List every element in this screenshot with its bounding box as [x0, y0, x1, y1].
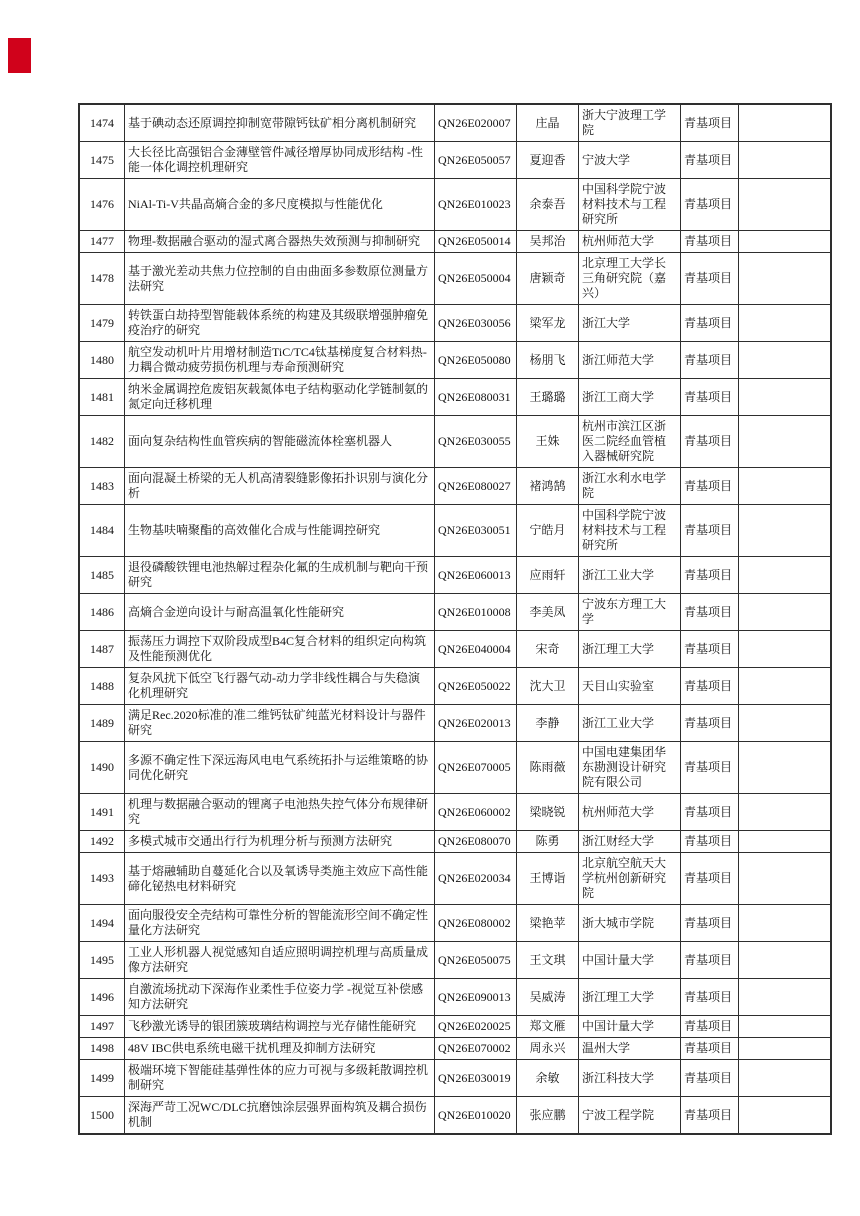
person-name-cell: 吴邦治 — [517, 231, 579, 253]
note-cell — [739, 1097, 832, 1135]
project-title-cell: 纳米金属调控危废铝灰载氮体电子结构驱动化学链制氨的氮定向迁移机理 — [125, 379, 435, 416]
project-title-cell: 满足Rec.2020标准的准二维钙钛矿纯蓝光材料设计与器件研究 — [125, 705, 435, 742]
table-row — [79, 631, 831, 668]
project-code-cell: QN26E030051 — [435, 505, 517, 557]
institution-cell: 浙江理工大学 — [579, 631, 681, 668]
row-number-cell: 1474 — [79, 104, 125, 142]
institution-cell: 中国科学院宁波材料技术与工程研究所 — [579, 179, 681, 231]
institution-cell: 宁波大学 — [579, 142, 681, 179]
project-title-cell: 高熵合金逆向设计与耐高温氧化性能研究 — [125, 594, 435, 631]
project-code-cell: QN26E020013 — [435, 705, 517, 742]
row-number-cell: 1484 — [79, 505, 125, 557]
table-row — [79, 705, 831, 742]
project-code-cell: QN26E030055 — [435, 416, 517, 468]
row-number-cell: 1481 — [79, 379, 125, 416]
table-row — [79, 794, 831, 831]
table-row — [79, 1038, 831, 1060]
table-row — [79, 742, 831, 794]
person-name-cell: 王博诣 — [517, 853, 579, 905]
project-type-cell: 青基项目 — [681, 557, 739, 594]
project-title-cell: 基于激光差动共焦力位控制的自由曲面多参数原位测量方法研究 — [125, 253, 435, 305]
table-row — [79, 179, 831, 231]
person-name-cell: 宋奇 — [517, 631, 579, 668]
project-code-cell: QN26E050004 — [435, 253, 517, 305]
institution-cell: 浙江工商大学 — [579, 379, 681, 416]
project-title-cell: 面向服役安全壳结构可靠性分析的智能流形空间不确定性量化方法研究 — [125, 905, 435, 942]
project-title-cell: 退役磷酸铁锂电池热解过程杂化氟的生成机制与靶向干预研究 — [125, 557, 435, 594]
institution-cell: 北京理工大学长三角研究院（嘉兴） — [579, 253, 681, 305]
project-type-cell: 青基项目 — [681, 179, 739, 231]
table-row — [79, 831, 831, 853]
row-number-cell: 1500 — [79, 1097, 125, 1135]
note-cell — [739, 179, 832, 231]
institution-cell: 中国计量大学 — [579, 1016, 681, 1038]
project-type-cell: 青基项目 — [681, 231, 739, 253]
row-number-cell: 1496 — [79, 979, 125, 1016]
project-code-cell: QN26E010020 — [435, 1097, 517, 1135]
project-code-cell: QN26E090013 — [435, 979, 517, 1016]
project-title-cell: 多源不确定性下深远海风电电气系统拓扑与运维策略的协同优化研究 — [125, 742, 435, 794]
institution-cell: 杭州师范大学 — [579, 231, 681, 253]
note-cell — [739, 468, 832, 505]
note-cell — [739, 631, 832, 668]
row-number-cell: 1476 — [79, 179, 125, 231]
row-number-cell: 1495 — [79, 942, 125, 979]
row-number-cell: 1485 — [79, 557, 125, 594]
person-name-cell: 郑文雁 — [517, 1016, 579, 1038]
project-code-cell: QN26E010008 — [435, 594, 517, 631]
project-code-cell: QN26E020034 — [435, 853, 517, 905]
project-type-cell: 青基项目 — [681, 905, 739, 942]
red-annotation-marker — [8, 38, 31, 73]
project-code-cell: QN26E060002 — [435, 794, 517, 831]
note-cell — [739, 942, 832, 979]
project-title-cell: 生物基呋喃聚酯的高效催化合成与性能调控研究 — [125, 505, 435, 557]
row-number-cell: 1475 — [79, 142, 125, 179]
note-cell — [739, 142, 832, 179]
person-name-cell: 梁晓锐 — [517, 794, 579, 831]
person-name-cell: 王文琪 — [517, 942, 579, 979]
note-cell — [739, 853, 832, 905]
person-name-cell: 褚鸿鹄 — [517, 468, 579, 505]
institution-cell: 浙江水利水电学院 — [579, 468, 681, 505]
project-code-cell: QN26E010023 — [435, 179, 517, 231]
project-type-cell: 青基项目 — [681, 253, 739, 305]
person-name-cell: 王璐璐 — [517, 379, 579, 416]
person-name-cell: 吴威涛 — [517, 979, 579, 1016]
project-code-cell: QN26E030056 — [435, 305, 517, 342]
note-cell — [739, 905, 832, 942]
note-cell — [739, 104, 832, 142]
projects-table — [78, 103, 832, 1135]
project-code-cell: QN26E080027 — [435, 468, 517, 505]
note-cell — [739, 594, 832, 631]
note-cell — [739, 794, 832, 831]
project-type-cell: 青基项目 — [681, 631, 739, 668]
row-number-cell: 1480 — [79, 342, 125, 379]
institution-cell: 中国电建集团华东勘测设计研究院有限公司 — [579, 742, 681, 794]
note-cell — [739, 1038, 832, 1060]
project-type-cell: 青基项目 — [681, 1097, 739, 1135]
person-name-cell: 梁艳苹 — [517, 905, 579, 942]
project-title-cell: 多模式城市交通出行行为机理分析与预测方法研究 — [125, 831, 435, 853]
note-cell — [739, 705, 832, 742]
person-name-cell: 陈雨薇 — [517, 742, 579, 794]
project-code-cell: QN26E040004 — [435, 631, 517, 668]
project-type-cell: 青基项目 — [681, 1038, 739, 1060]
note-cell — [739, 557, 832, 594]
project-type-cell: 青基项目 — [681, 831, 739, 853]
project-title-cell: 物理-数据融合驱动的湿式离合器热失效预测与抑制研究 — [125, 231, 435, 253]
table-row — [79, 305, 831, 342]
project-type-cell: 青基项目 — [681, 1016, 739, 1038]
person-name-cell: 李美凤 — [517, 594, 579, 631]
person-name-cell: 张应鹏 — [517, 1097, 579, 1135]
project-title-cell: 飞秒激光诱导的银团簇玻璃结构调控与光存储性能研究 — [125, 1016, 435, 1038]
row-number-cell: 1498 — [79, 1038, 125, 1060]
institution-cell: 浙江财经大学 — [579, 831, 681, 853]
person-name-cell: 王姝 — [517, 416, 579, 468]
row-number-cell: 1497 — [79, 1016, 125, 1038]
table-row — [79, 253, 831, 305]
person-name-cell: 余敏 — [517, 1060, 579, 1097]
institution-cell: 浙大宁波理工学院 — [579, 104, 681, 142]
person-name-cell: 宁皓月 — [517, 505, 579, 557]
project-code-cell: QN26E030019 — [435, 1060, 517, 1097]
note-cell — [739, 979, 832, 1016]
table-row — [79, 468, 831, 505]
institution-cell: 杭州市滨江区浙医二院经血管植入器械研究院 — [579, 416, 681, 468]
row-number-cell: 1478 — [79, 253, 125, 305]
note-cell — [739, 379, 832, 416]
table-row — [79, 1060, 831, 1097]
project-code-cell: QN26E070002 — [435, 1038, 517, 1060]
row-number-cell: 1486 — [79, 594, 125, 631]
table-row — [79, 104, 831, 142]
project-code-cell: QN26E050057 — [435, 142, 517, 179]
institution-cell: 浙江师范大学 — [579, 342, 681, 379]
institution-cell: 浙江科技大学 — [579, 1060, 681, 1097]
row-number-cell: 1479 — [79, 305, 125, 342]
person-name-cell: 庄晶 — [517, 104, 579, 142]
person-name-cell: 李静 — [517, 705, 579, 742]
project-type-cell: 青基项目 — [681, 342, 739, 379]
project-title-cell: 转铁蛋白劫持型智能载体系统的构建及其级联增强肿瘤免疫治疗的研究 — [125, 305, 435, 342]
project-code-cell: QN26E070005 — [435, 742, 517, 794]
project-code-cell: QN26E080002 — [435, 905, 517, 942]
project-code-cell: QN26E080070 — [435, 831, 517, 853]
project-title-cell: NiAl-Ti-V共晶高熵合金的多尺度模拟与性能优化 — [125, 179, 435, 231]
note-cell — [739, 231, 832, 253]
row-number-cell: 1493 — [79, 853, 125, 905]
project-type-cell: 青基项目 — [681, 705, 739, 742]
institution-cell: 宁波工程学院 — [579, 1097, 681, 1135]
institution-cell: 浙江工业大学 — [579, 557, 681, 594]
project-code-cell: QN26E060013 — [435, 557, 517, 594]
project-type-cell: 青基项目 — [681, 794, 739, 831]
institution-cell: 温州大学 — [579, 1038, 681, 1060]
project-type-cell: 青基项目 — [681, 305, 739, 342]
project-title-cell: 面向复杂结构性血管疾病的智能磁流体栓塞机器人 — [125, 416, 435, 468]
project-title-cell: 工业人形机器人视觉感知自适应照明调控机理与高质量成像方法研究 — [125, 942, 435, 979]
project-code-cell: QN26E050080 — [435, 342, 517, 379]
row-number-cell: 1494 — [79, 905, 125, 942]
project-title-cell: 航空发动机叶片用增材制造TiC/TC4钛基梯度复合材料热-力耦合微动疲劳损伤机理与寿命预测研究 — [125, 342, 435, 379]
project-title-cell: 自激流场扰动下深海作业柔性手位姿力学 -视觉互补偿感知方法研究 — [125, 979, 435, 1016]
table-row — [79, 416, 831, 468]
person-name-cell: 应雨轩 — [517, 557, 579, 594]
person-name-cell: 夏迎香 — [517, 142, 579, 179]
table-row — [79, 853, 831, 905]
project-type-cell: 青基项目 — [681, 742, 739, 794]
note-cell — [739, 253, 832, 305]
project-type-cell: 青基项目 — [681, 942, 739, 979]
institution-cell: 中国计量大学 — [579, 942, 681, 979]
institution-cell: 中国科学院宁波材料技术与工程研究所 — [579, 505, 681, 557]
table-row — [79, 379, 831, 416]
table-row — [79, 342, 831, 379]
row-number-cell: 1487 — [79, 631, 125, 668]
note-cell — [739, 505, 832, 557]
institution-cell: 浙江工业大学 — [579, 705, 681, 742]
table-row — [79, 668, 831, 705]
project-type-cell: 青基项目 — [681, 416, 739, 468]
project-type-cell: 青基项目 — [681, 979, 739, 1016]
institution-cell: 北京航空航天大学杭州创新研究院 — [579, 853, 681, 905]
table-row — [79, 142, 831, 179]
person-name-cell: 沈大卫 — [517, 668, 579, 705]
institution-cell: 浙江理工大学 — [579, 979, 681, 1016]
project-title-cell: 48V IBC供电系统电磁干扰机理及抑制方法研究 — [125, 1038, 435, 1060]
table-row — [79, 979, 831, 1016]
table-row — [79, 231, 831, 253]
row-number-cell: 1491 — [79, 794, 125, 831]
row-number-cell: 1489 — [79, 705, 125, 742]
person-name-cell: 唐颖奇 — [517, 253, 579, 305]
project-title-cell: 深海严苛工况WC/DLC抗磨蚀涂层强界面构筑及耦合损伤机制 — [125, 1097, 435, 1135]
person-name-cell: 梁军龙 — [517, 305, 579, 342]
project-type-cell: 青基项目 — [681, 1060, 739, 1097]
note-cell — [739, 342, 832, 379]
institution-cell: 浙江大学 — [579, 305, 681, 342]
project-code-cell: QN26E020007 — [435, 104, 517, 142]
project-type-cell: 青基项目 — [681, 668, 739, 705]
project-title-cell: 振荡压力调控下双阶段成型B4C复合材料的组织定向构筑及性能预测优化 — [125, 631, 435, 668]
project-title-cell: 大长径比高强铝合金薄壁管件减径增厚协同成形结构 -性能一体化调控机理研究 — [125, 142, 435, 179]
row-number-cell: 1482 — [79, 416, 125, 468]
institution-cell: 宁波东方理工大学 — [579, 594, 681, 631]
project-type-cell: 青基项目 — [681, 505, 739, 557]
project-title-cell: 复杂风扰下低空飞行器气动-动力学非线性耦合与失稳演化机理研究 — [125, 668, 435, 705]
project-code-cell: QN26E080031 — [435, 379, 517, 416]
projects-table-body — [79, 104, 831, 1134]
project-title-cell: 基于碘动态还原调控抑制宽带隙钙钛矿相分离机制研究 — [125, 104, 435, 142]
project-title-cell: 机理与数据融合驱动的锂离子电池热失控气体分布规律研究 — [125, 794, 435, 831]
note-cell — [739, 416, 832, 468]
row-number-cell: 1483 — [79, 468, 125, 505]
row-number-cell: 1488 — [79, 668, 125, 705]
project-title-cell: 极端环境下智能硅基弹性体的应力可视与多级耗散调控机制研究 — [125, 1060, 435, 1097]
row-number-cell: 1492 — [79, 831, 125, 853]
table-row — [79, 942, 831, 979]
note-cell — [739, 668, 832, 705]
table-row — [79, 505, 831, 557]
project-type-cell: 青基项目 — [681, 379, 739, 416]
row-number-cell: 1477 — [79, 231, 125, 253]
project-type-cell: 青基项目 — [681, 853, 739, 905]
project-type-cell: 青基项目 — [681, 142, 739, 179]
project-title-cell: 面向混凝土桥梁的无人机高清裂缝影像拓扑识别与演化分析 — [125, 468, 435, 505]
note-cell — [739, 831, 832, 853]
institution-cell: 天目山实验室 — [579, 668, 681, 705]
institution-cell: 杭州师范大学 — [579, 794, 681, 831]
project-code-cell: QN26E020025 — [435, 1016, 517, 1038]
project-title-cell: 基于熔融辅助自蔓延化合以及氧诱导类施主效应下高性能碲化铋热电材料研究 — [125, 853, 435, 905]
note-cell — [739, 1060, 832, 1097]
table-row — [79, 1016, 831, 1038]
institution-cell: 浙大城市学院 — [579, 905, 681, 942]
project-type-cell: 青基项目 — [681, 468, 739, 505]
table-row — [79, 594, 831, 631]
project-code-cell: QN26E050014 — [435, 231, 517, 253]
person-name-cell: 陈勇 — [517, 831, 579, 853]
person-name-cell: 余泰吾 — [517, 179, 579, 231]
project-code-cell: QN26E050022 — [435, 668, 517, 705]
table-row — [79, 557, 831, 594]
project-type-cell: 青基项目 — [681, 104, 739, 142]
table-row — [79, 905, 831, 942]
note-cell — [739, 742, 832, 794]
row-number-cell: 1499 — [79, 1060, 125, 1097]
row-number-cell: 1490 — [79, 742, 125, 794]
person-name-cell: 周永兴 — [517, 1038, 579, 1060]
table-row — [79, 1097, 831, 1135]
note-cell — [739, 305, 832, 342]
project-code-cell: QN26E050075 — [435, 942, 517, 979]
project-type-cell: 青基项目 — [681, 594, 739, 631]
note-cell — [739, 1016, 832, 1038]
person-name-cell: 杨朋飞 — [517, 342, 579, 379]
